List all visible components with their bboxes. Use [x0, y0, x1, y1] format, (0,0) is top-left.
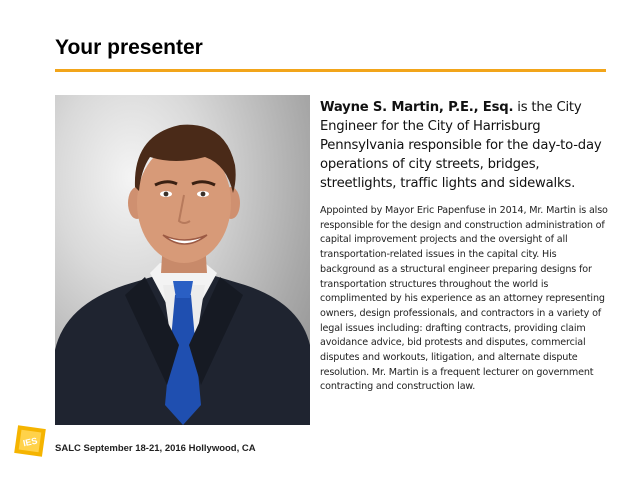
- slide-title: Your presenter: [55, 36, 203, 59]
- bio-lead: [320, 98, 610, 193]
- presenter-name: Wayne S. Martin, P.E., Esq.: [320, 100, 514, 115]
- presenter-photo: [55, 95, 310, 425]
- presenter-bio: [320, 98, 610, 395]
- tie-knot: [173, 281, 193, 298]
- bio-body: Appointed by Mayor Eric Papenfuse in 2014, Mr. Martin is also responsible for the design and construction administration of capital improvement projects and the oversight of all transportation-related issues in the capital city. His background as a structural engineer preparing designs for transportation structures throughout the world is complimented by his experience as an attorney representing owners, design professionals, and contractors in a variety of legal issues including: drafting contracts, providing claim avoidance advice, bid protests and disputes, commercial disputes and workouts, litigation, and alternate dispute resolution. Mr. Martin is a frequent lecturer on government contracting and construction law.: [320, 205, 608, 393]
- title-underline: [55, 69, 606, 72]
- bio-lead-text: is the City Engineer for the City of Harrisburg Pennsylvania responsible for the day-to-day operations of city streets, bridges, streetlights, traffic lights and sidewalks.: [320, 100, 602, 191]
- footer-event-text: SALC September 18-21, 2016 Hollywood, CA: [55, 443, 256, 454]
- ies-logo: [14, 425, 46, 457]
- ies-logo-text: IES: [22, 435, 39, 449]
